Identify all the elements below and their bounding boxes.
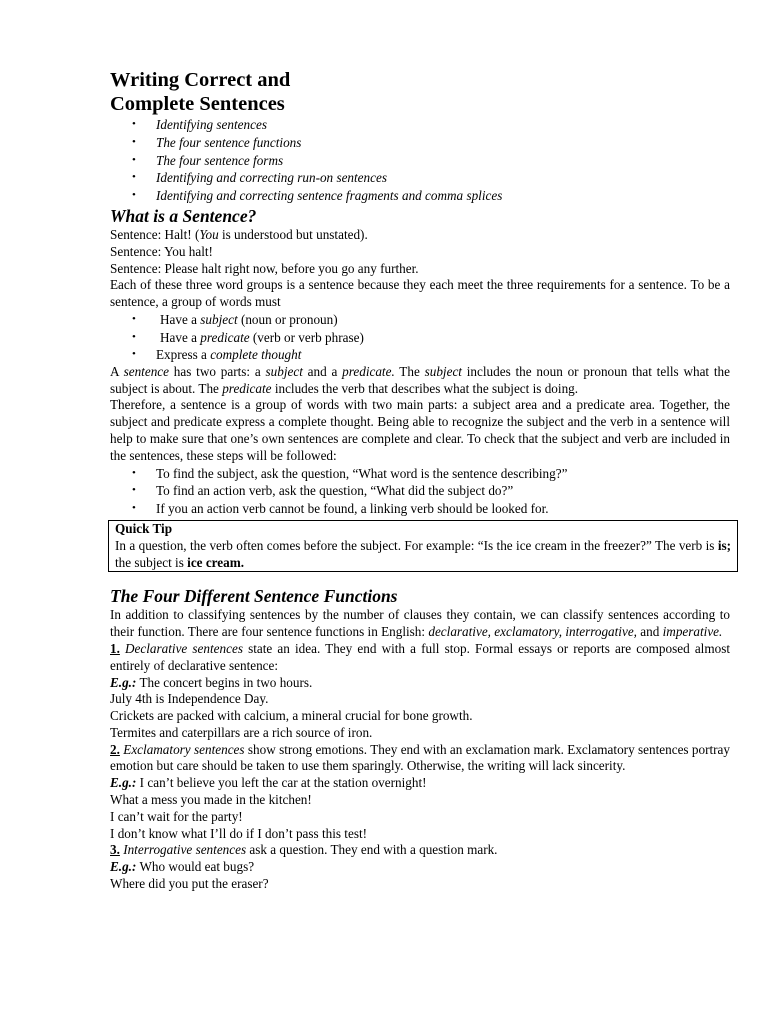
step-item: • To find the subject, ask the question, “What word is the sentence describing?” [110, 465, 730, 483]
function-definition: 1. Declarative sentences state an idea. They end with a full stop. Formal essays or reports are composed almost entirely of declarative sentence: [110, 640, 730, 673]
quick-tip-text: In a question, the verb often comes before the subject. For example: “Is the ice cream in the freezer?” The verb is is; the subject is ice cream. [115, 537, 731, 570]
quick-tip-box [108, 520, 738, 572]
document-page [110, 68, 730, 893]
example-line: July 4th is Independence Day. [110, 691, 269, 707]
example-line: Termites and caterpillars are a rich source of iron. [110, 724, 373, 740]
example-sentence: Sentence: Halt! (You is understood but unstated). [110, 226, 368, 242]
document-title: Writing Correct and Complete Sentences [110, 69, 291, 115]
function-definition: 2. Exclamatory sentences show strong emotions. They end with an exclamation mark. Exclamatory sentences portray emotion but care should be taken to use them sparingly. Otherwise, the writing will lack sincerity. [110, 741, 730, 774]
example-sentence: Sentence: Please halt right now, before you go any further. [110, 260, 419, 276]
requirement-item: • Have a subject (noun or pronoun) [110, 311, 730, 329]
example-line: E.g.: I can’t believe you left the car at the station overnight! [110, 775, 427, 791]
quick-tip-title: Quick Tip [115, 520, 173, 536]
function-definition: 3. Interrogative sentences ask a question. They end with a question mark. [110, 842, 498, 858]
requirement-item: • Have a predicate (verb or verb phrase) [110, 329, 730, 347]
topic-item: • The four sentence forms [110, 152, 730, 170]
paragraph: A sentence has two parts: a subject and a predicate. The subject includes the noun or pronoun that tells what the subject is about. The predicate includes the verb that describes what the subject is doing. [110, 363, 730, 396]
step-item: • If you an action verb cannot be found, a linking verb should be looked for. [110, 500, 730, 518]
requirement-item: • Express a complete thought [110, 346, 730, 364]
example-line: E.g.: The concert begins in two hours. [110, 674, 313, 690]
topic-item: • Identifying sentences [110, 116, 730, 134]
paragraph: Therefore, a sentence is a group of words with two main parts: a subject area and a predicate area. Together, the subject and predicate express a complete thought. Being able to recognize the subject and the verb in a sentence will help to make sure that one’s own sentences are complete and clear. To check that the subject and verb are included in the sentences, these steps will be followed: [110, 397, 730, 463]
requirements-list [110, 311, 730, 364]
steps-list [110, 465, 730, 518]
topic-list [110, 116, 730, 205]
section-heading-what-is-sentence: What is a Sentence? [110, 205, 257, 226]
paragraph: In addition to classifying sentences by the number of clauses they contain, we can classify sentences according to their function. There are four sentence functions in English: declarative, exclamatory, interrogative, and imperative. [110, 607, 730, 640]
example-sentence: Sentence: You halt! [110, 243, 213, 259]
topic-item: • Identifying and correcting run-on sentences [110, 169, 730, 187]
paragraph: Each of these three word groups is a sentence because they each meet the three requirements for a sentence. To be a sentence, a group of words must [110, 277, 730, 310]
example-line: What a mess you made in the kitchen! [110, 792, 312, 808]
example-line: E.g.: Who would eat bugs? [110, 859, 255, 875]
example-line: I can’t wait for the party! [110, 808, 243, 824]
example-line: Crickets are packed with calcium, a mineral crucial for bone growth. [110, 708, 473, 724]
section-heading-four-functions: The Four Different Sentence Functions [110, 586, 398, 607]
step-item: • To find an action verb, ask the question, “What did the subject do?” [110, 482, 730, 500]
topic-item: • Identifying and correcting sentence fragments and comma splices [110, 187, 730, 205]
example-line: I don’t know what I’ll do if I don’t pass this test! [110, 825, 368, 841]
topic-item: • The four sentence functions [110, 134, 730, 152]
example-line: Where did you put the eraser? [110, 876, 269, 892]
